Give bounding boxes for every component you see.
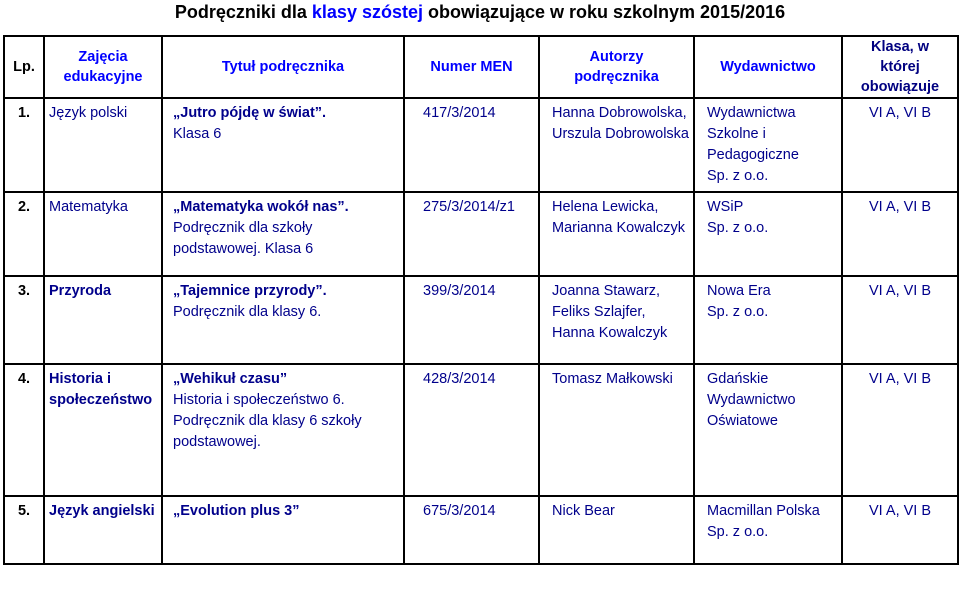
cell-publisher — [694, 276, 842, 364]
header-publisher: Wydawnictwo — [694, 36, 842, 98]
cell-line: Sp. z o.o. — [707, 168, 769, 184]
cell-lp: 3. — [4, 276, 44, 364]
cell-authors — [539, 98, 694, 192]
cell-line: Klasa 6 — [173, 126, 222, 142]
book-title-bold: „Jutro pójdę w świat”. — [173, 105, 327, 121]
cell-line: Nick Bear — [552, 503, 615, 519]
cell-men-number: 399/3/2014 — [404, 276, 539, 364]
cell-class: VI A, VI B — [842, 276, 958, 364]
cell-line: Historia i społeczeństwo 6. — [173, 392, 345, 408]
cell-line: Podręcznik dla szkoły — [173, 220, 313, 236]
cell-men-number: 428/3/2014 — [404, 364, 539, 496]
cell-line: podstawowej. Klasa 6 — [173, 241, 314, 257]
cell-line: Wydawnictwa — [707, 105, 796, 121]
cell-publisher — [694, 364, 842, 496]
title-part-2: obowiązujące w roku szkolnym 2015/2016 — [422, 2, 786, 22]
cell-class: VI A, VI B — [842, 364, 958, 496]
cell-authors — [539, 364, 694, 496]
table-row — [4, 98, 958, 192]
textbook-table — [3, 35, 959, 565]
cell-line: Matematyka — [49, 199, 128, 215]
cell-subject — [44, 364, 162, 496]
cell-men-number: 275/3/2014/z1 — [404, 192, 539, 276]
cell-class: VI A, VI B — [842, 496, 958, 564]
cell-line: Feliks Szlajfer, — [552, 304, 646, 320]
cell-authors — [539, 276, 694, 364]
cell-line: Marianna Kowalczyk — [552, 220, 685, 236]
cell-lp: 2. — [4, 192, 44, 276]
cell-line: Sp. z o.o. — [707, 220, 769, 236]
title-highlight: klasy szóstej — [311, 2, 423, 22]
cell-lp: 5. — [4, 496, 44, 564]
header-book-title: Tytuł podręcznika — [162, 36, 404, 98]
cell-subject — [44, 496, 162, 564]
cell-line: Hanna Dobrowolska, — [552, 105, 687, 121]
header-class: Klasa, w której obowiązuje — [842, 36, 958, 98]
header-subject: Zajęcia edukacyjne — [44, 36, 162, 98]
book-title-bold: „Matematyka wokół nas”. — [173, 199, 349, 215]
cell-men-number: 417/3/2014 — [404, 98, 539, 192]
cell-line: Macmillan Polska — [707, 503, 820, 519]
cell-publisher — [694, 98, 842, 192]
cell-class: VI A, VI B — [842, 192, 958, 276]
cell-publisher — [694, 192, 842, 276]
cell-line: Hanna Kowalczyk — [552, 325, 668, 341]
page-title — [0, 2, 960, 23]
header-authors: Autorzy podręcznika — [539, 36, 694, 98]
cell-line: Sp. z o.o. — [707, 304, 769, 320]
cell-line: Wydawnictwo — [707, 392, 796, 408]
cell-book-title — [162, 192, 404, 276]
cell-subject — [44, 98, 162, 192]
cell-subject — [44, 276, 162, 364]
cell-line: Urszula Dobrowolska — [552, 126, 689, 142]
title-part-1: Podręczniki dla — [174, 2, 312, 22]
cell-line: Tomasz Małkowski — [552, 371, 673, 387]
cell-authors — [539, 192, 694, 276]
table-row — [4, 276, 958, 364]
cell-line: Helena Lewicka, — [552, 199, 659, 215]
cell-class: VI A, VI B — [842, 98, 958, 192]
cell-lp: 1. — [4, 98, 44, 192]
cell-men-number: 675/3/2014 — [404, 496, 539, 564]
cell-book-title — [162, 496, 404, 564]
cell-book-title — [162, 364, 404, 496]
cell-line: WSiP — [707, 199, 744, 215]
cell-line: Historia i — [49, 371, 112, 387]
cell-publisher — [694, 496, 842, 564]
cell-authors — [539, 496, 694, 564]
book-title-bold: „Evolution plus 3” — [173, 503, 300, 519]
cell-book-title — [162, 276, 404, 364]
book-title-bold: „Wehikuł czasu” — [173, 371, 288, 387]
cell-subject — [44, 192, 162, 276]
cell-line: społeczeństwo — [49, 392, 153, 408]
cell-line: Podręcznik dla klasy 6 szkoły — [173, 413, 362, 429]
cell-line: Sp. z o.o. — [707, 524, 769, 540]
cell-line: Joanna Stawarz, — [552, 283, 661, 299]
book-title-bold: „Tajemnice przyrody”. — [173, 283, 327, 299]
header-lp: Lp. — [4, 36, 44, 98]
cell-line: Gdańskie — [707, 371, 769, 387]
cell-lp: 4. — [4, 364, 44, 496]
header-row — [4, 36, 958, 98]
cell-line: Język polski — [49, 105, 128, 121]
cell-line: Oświatowe — [707, 413, 778, 429]
cell-line: Nowa Era — [707, 283, 771, 299]
cell-line: podstawowej. — [173, 434, 261, 450]
table-row — [4, 364, 958, 496]
cell-line: Szkolne i — [707, 126, 766, 142]
cell-book-title — [162, 98, 404, 192]
table-row — [4, 496, 958, 564]
cell-line: Pedagogiczne — [707, 147, 799, 163]
cell-line: Język angielski — [49, 503, 155, 519]
header-men: Numer MEN — [404, 36, 539, 98]
cell-line: Przyroda — [49, 283, 112, 299]
cell-line: Podręcznik dla klasy 6. — [173, 304, 322, 320]
table-row — [4, 192, 958, 276]
